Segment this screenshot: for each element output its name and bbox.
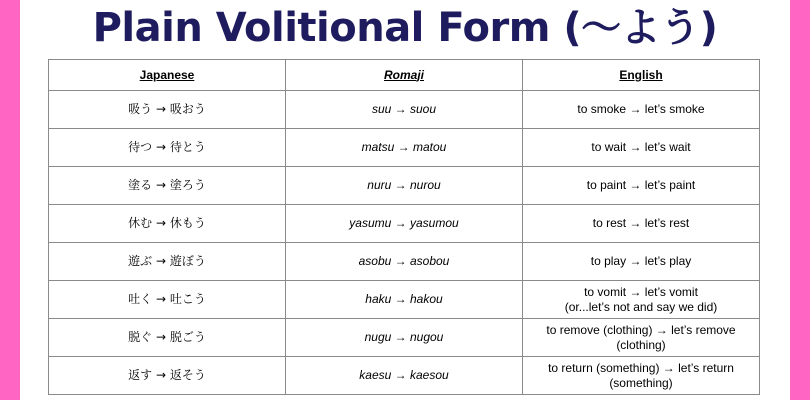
english-cell: to rest → let’s rest — [523, 205, 760, 243]
japanese-cell: 遊ぶ → 遊ぼう — [49, 243, 286, 281]
romaji-cell: nugu → nugou — [286, 319, 523, 357]
table-row — [49, 243, 760, 281]
column-header-romaji: Romaji — [286, 60, 523, 91]
english-cell — [523, 281, 760, 319]
japanese-cell: 返す → 返そう — [49, 357, 286, 395]
table-row — [49, 129, 760, 167]
japanese-cell: 休む → 休もう — [49, 205, 286, 243]
romaji-cell: kaesu → kaesou — [286, 357, 523, 395]
volitional-table — [48, 59, 760, 395]
column-header-english: English — [523, 60, 760, 91]
table-header-row — [49, 60, 760, 91]
japanese-cell: 脱ぐ → 脱ごう — [49, 319, 286, 357]
japanese-cell: 吸う → 吸おう — [49, 91, 286, 129]
content-card — [20, 0, 790, 400]
english-cell: to wait → let’s wait — [523, 129, 760, 167]
english-cell: to remove (clothing) → let’s remove (clothing) — [523, 319, 760, 357]
english-text: to vomit → let’s vomit — [584, 284, 698, 299]
romaji-cell: suu → suou — [286, 91, 523, 129]
table-row — [49, 91, 760, 129]
table-row — [49, 357, 760, 395]
table-row — [49, 319, 760, 357]
romaji-cell: nuru → nurou — [286, 167, 523, 205]
romaji-cell: matsu → matou — [286, 129, 523, 167]
english-cell: to play → let’s play — [523, 243, 760, 281]
english-note: (or...let’s not and say we did) — [564, 299, 718, 314]
table-row — [49, 281, 760, 319]
japanese-cell: 吐く → 吐こう — [49, 281, 286, 319]
english-cell: to return (something) → let’s return (something) — [523, 357, 760, 395]
japanese-cell: 塗る → 塗ろう — [49, 167, 286, 205]
column-header-japanese: Japanese — [49, 60, 286, 91]
table-row — [49, 167, 760, 205]
table-row — [49, 205, 760, 243]
page-title: Plain Volitional Form (〜よう) — [92, 5, 718, 51]
romaji-cell: asobu → asobou — [286, 243, 523, 281]
english-cell: to smoke → let’s smoke — [523, 91, 760, 129]
romaji-cell: yasumu → yasumou — [286, 205, 523, 243]
japanese-cell: 待つ → 待とう — [49, 129, 286, 167]
english-cell: to paint → let’s paint — [523, 167, 760, 205]
romaji-cell: haku → hakou — [286, 281, 523, 319]
